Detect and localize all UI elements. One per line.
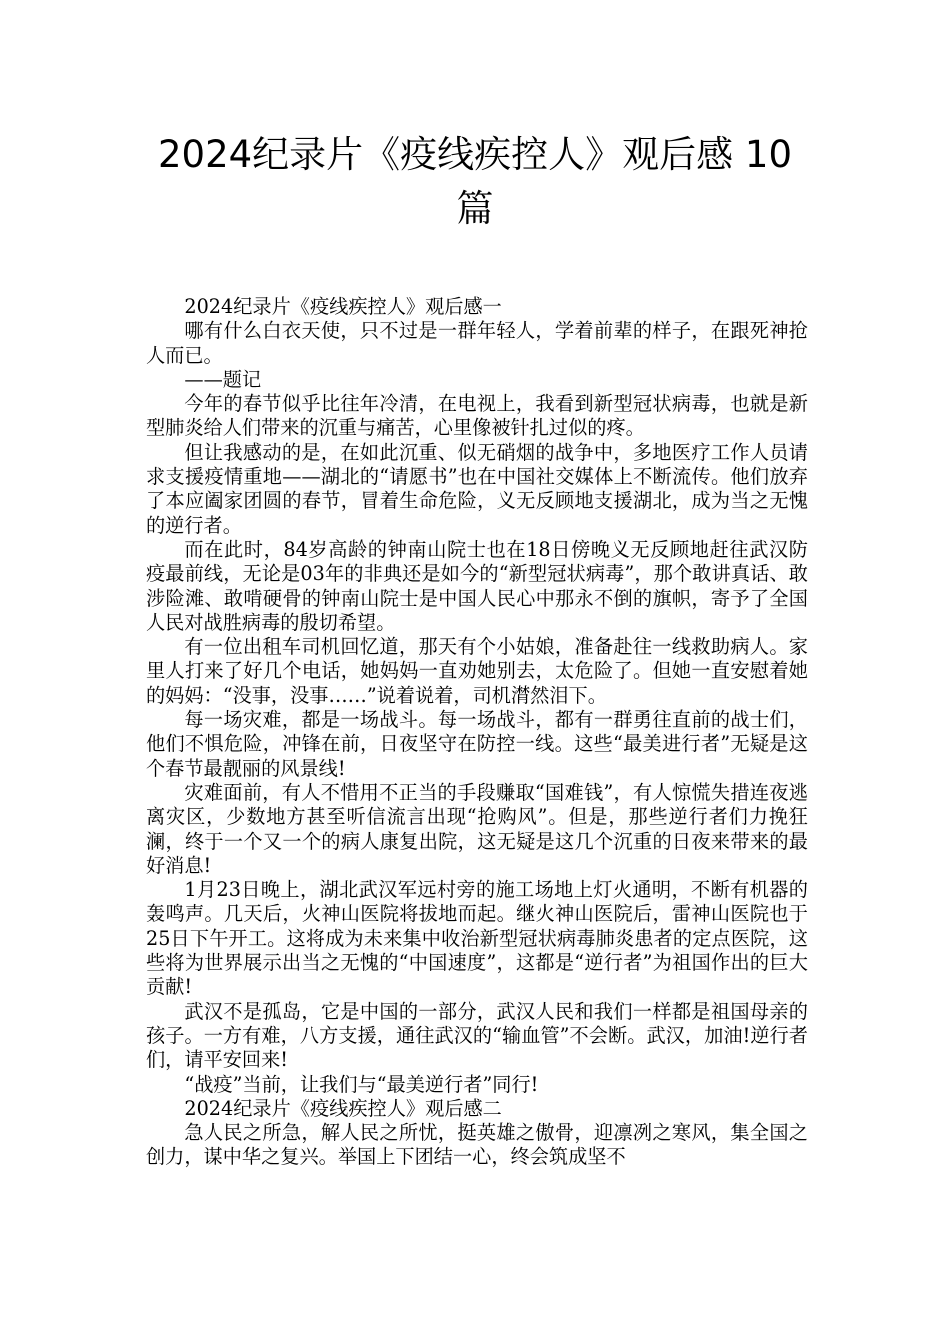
epigraph-attribution: ——题记 (184, 367, 262, 391)
paragraph: 而在此时，84岁高龄的钟南山院士也在18日傍晚义无反顾地赶往武汉防疫最前线，无论是03年的非典还是如今的“新型冠状病毒”，那个敢讲真话、敢涉险滩、敢啃硬骨的钟南山院士是中国人民心中那永不倒的旗帜，寄予了全国人民对战胜病毒的殷切希望。 (146, 537, 808, 634)
paragraph: 但让我感动的是，在如此沉重、似无硝烟的战争中，多地医疗工作人员请求支援疫情重地——湖北的“请愿书”也在中国社交媒体上不断流传。他们放弃了本应阖家团圆的春节，冒着生命危险，义无反顾地支援湖北，成为当之无愧的逆行者。 (146, 440, 808, 537)
paragraph: 每一场灾难，都是一场战斗。每一场战斗，都有一群勇往直前的战士们，他们不惧危险，冲锋在前，日夜坚守在防控一线。这些“最美进行者”无疑是这个春节最靓丽的风景线! (146, 708, 808, 780)
section-heading: 2024纪录片《疫线疾控人》观后感二 (184, 1096, 502, 1120)
paragraph: “战疫”当前，让我们与“最美逆行者”同行! (184, 1072, 539, 1096)
paragraph: 急人民之所急，解人民之所忧，挺英雄之傲骨，迎凛冽之寒风，集全国之创力，谋中华之复兴。举国上下团结一心，终会筑成坚不 (146, 1121, 808, 1169)
document-body (146, 295, 808, 1170)
paragraph: 今年的春节似乎比往年冷清，在电视上，我看到新型冠状病毒，也就是新型肺炎给人们带来的沉重与痛苦，心里像被针扎过似的疼。 (146, 392, 808, 440)
paragraph: 1月23日晚上，湖北武汉军远村旁的施工场地上灯火通明，不断有机器的轰鸣声。几天后，火神山医院将拔地而起。继火神山医院后，雷神山医院也于25日下午开工。这将成为未来集中收治新型冠状病毒肺炎患者的定点医院，这些将为世界展示出当之无愧的“中国速度”，这都是“逆行者”为祖国作出的巨大贡献! (146, 878, 808, 999)
paragraph: 武汉不是孤岛，它是中国的一部分，武汉人民和我们一样都是祖国母亲的孩子。一方有难，八方支援，通往武汉的“输血管”不会断。武汉，加油!逆行者们，请平安回来! (146, 999, 808, 1072)
paragraph: 有一位出租车司机回忆道，那天有个小姑娘，准备赴往一线救助病人。家里人打来了好几个电话，她妈妈一直劝她别去，太危险了。但她一直安慰着她的妈妈：“没事，没事……”说着说着，司机潸然泪下。 (146, 635, 808, 707)
document-title: 2024纪录片《疫线疾控人》观后感 10篇 (157, 133, 792, 230)
paragraph: 灾难面前，有人不惜用不正当的手段赚取“国难钱”，有人惊慌失措连夜逃离灾区，少数地方甚至听信流言出现“抢购风”。但是，那些逆行者们力挽狂澜，终于一个又一个的病人康复出院，这无疑是这几个沉重的日夜来带来的最好消息! (146, 780, 808, 877)
paragraph: 哪有什么白衣天使，只不过是一群年轻人，学着前辈的样子，在跟死神抢人而已。 (146, 319, 808, 367)
section-heading: 2024纪录片《疫线疾控人》观后感一 (184, 295, 502, 318)
